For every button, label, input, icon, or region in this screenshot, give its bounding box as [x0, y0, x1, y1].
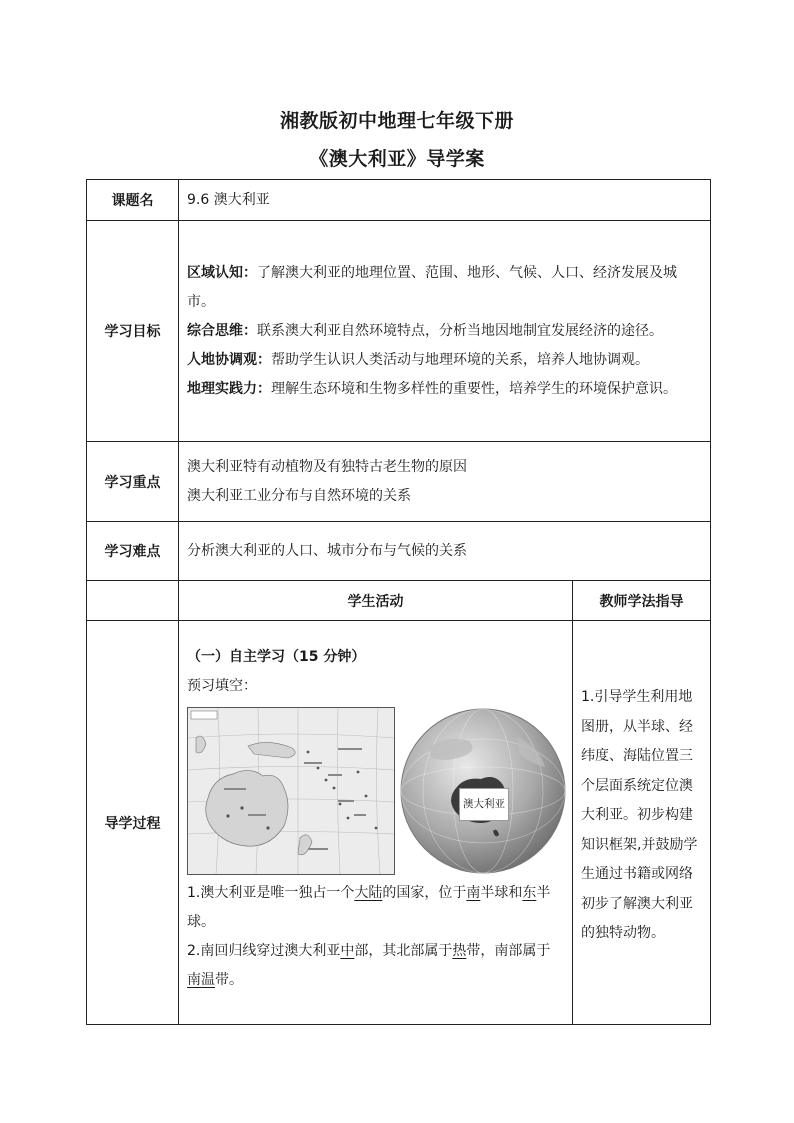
goals-content — [179, 221, 711, 442]
empty-header-cell — [87, 581, 179, 621]
question-2: 2.南回归线穿过澳大利亚中部，其北部属于热带，南部属于南温带。 — [187, 943, 551, 988]
goals-label: 学习目标 — [87, 221, 179, 442]
teacher-guidance-header: 教师学法指导 — [573, 581, 711, 621]
globe-label: 澳大利亚 — [459, 788, 509, 821]
process-label: 导学过程 — [87, 621, 179, 1025]
row-keypoints — [87, 442, 711, 522]
student-activity-header: 学生活动 — [179, 581, 573, 621]
keypoint-line: 澳大利亚工业分布与自然环境的关系 — [187, 487, 411, 504]
row-goals — [87, 221, 711, 442]
oceania-map-image — [187, 707, 395, 875]
goal-item: 区域认知：了解澳大利亚的地理位置、范围、地形、气候、人口、经济发展及城市。 — [187, 264, 677, 310]
difficulty-value: 分析澳大利亚的人口、城市分布与气候的关系 — [179, 522, 711, 581]
figure-area — [187, 707, 564, 877]
topic-label: 课题名 — [87, 180, 179, 221]
teacher-note: 1.引导学生利用地图册，从半球、经纬度、海陆位置三个层面系统定位澳大利亚。初步构建知识框架,并鼓励学生通过书籍或网络初步了解澳大利亚的独特动物。 — [581, 689, 698, 941]
row-process — [87, 621, 711, 1025]
goal-item: 人地协调观：帮助学生认识人类活动与地理环境的关系，培养人地协调观。 — [187, 351, 649, 368]
globe-image — [399, 707, 567, 875]
goal-item: 地理实践力：理解生态环境和生物多样性的重要性，培养学生的环境保护意识。 — [187, 380, 677, 397]
row-topic — [87, 180, 711, 221]
doc-title-line1: 湘教版初中地理七年级下册 — [279, 110, 514, 132]
preview-intro: 预习填空： — [187, 678, 257, 694]
question-1: 1.澳大利亚是唯一独占一个大陆的国家，位于南半球和东半球。 — [187, 885, 551, 930]
doc-title-line2: 《澳大利亚》导学案 — [309, 148, 485, 170]
topic-value: 9.6 澳大利亚 — [179, 180, 711, 221]
student-activity-content — [179, 621, 573, 1025]
keypoints-content — [179, 442, 711, 522]
keypoint-line: 澳大利亚特有动植物及有独特古老生物的原因 — [187, 458, 467, 475]
keypoints-label: 学习重点 — [87, 442, 179, 522]
goal-item: 综合思维：联系澳大利亚自然环境特点，分析当地因地制宜发展经济的途径。 — [187, 322, 663, 339]
row-column-headers — [87, 581, 711, 621]
teacher-guidance-content — [573, 621, 711, 1025]
difficulty-label: 学习难点 — [87, 522, 179, 581]
row-difficulty — [87, 522, 711, 581]
section-title: （一）自主学习（15 分钟） — [187, 649, 366, 665]
lesson-plan-table — [86, 179, 711, 1025]
